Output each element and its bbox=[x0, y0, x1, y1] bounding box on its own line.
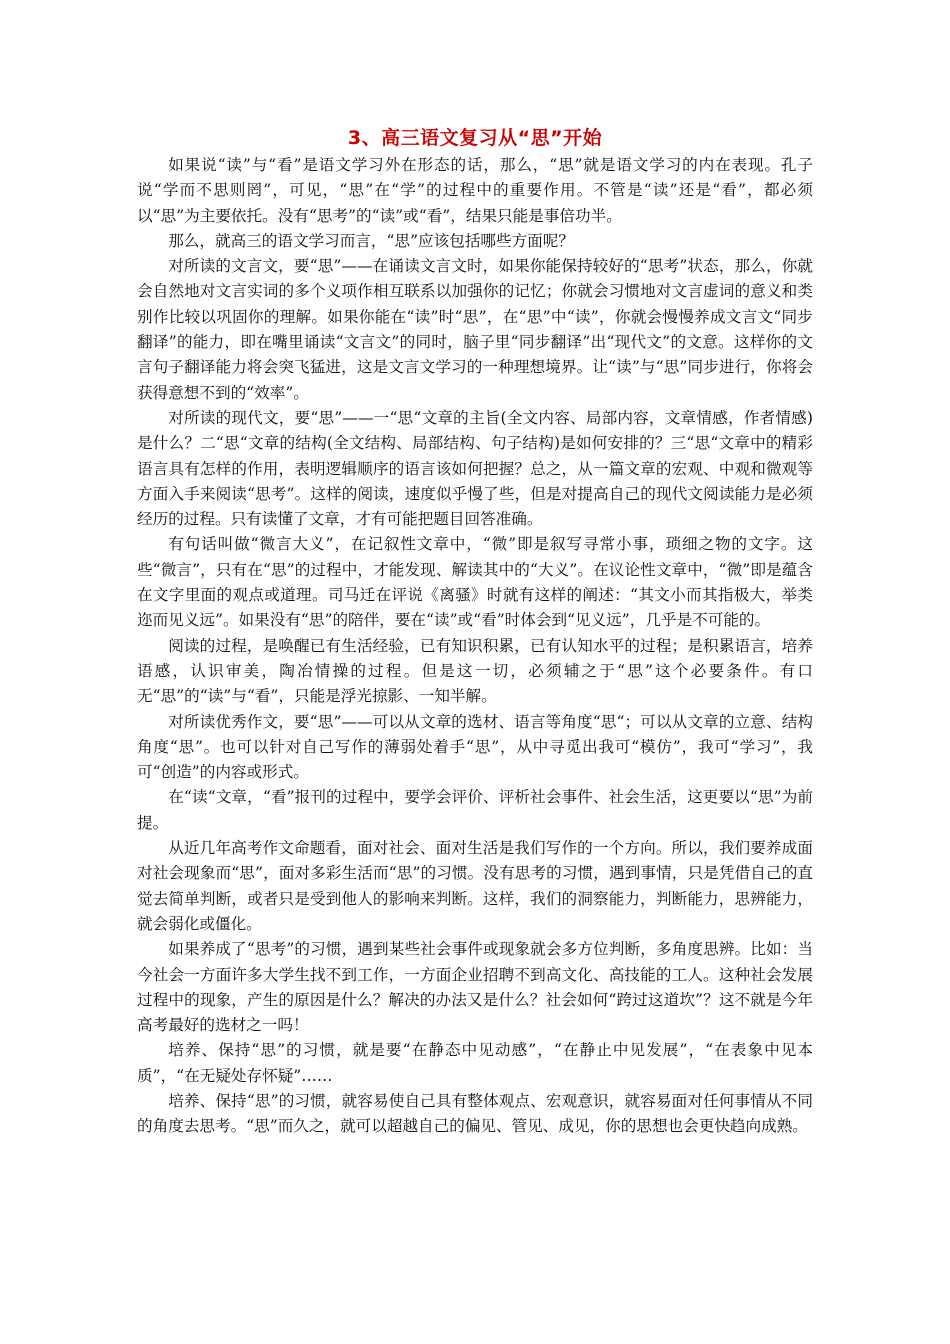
paragraph: 如果养成了“思考”的习惯，遇到某些社会事件或现象就会多方位判断，多角度思辨。比如：当今社会一方面许多大学生找不到工作，一方面企业招聘不到高文化、高技能的工人。这种社会发展过程中的现象，产生的原因是什么？解决的办法又是什么？社会如何“跨过这道坎”？这不就是今年高考最好的选材之一吗！ bbox=[137, 940, 813, 1035]
paragraph: 有句话叫做“微言大义”，在记叙性文章中，“微”即是叙写寻常小事，琐细之物的文字。这些“微言”，只有在“思”的过程中，才能发现、解读其中的“大义”。在议论性文章中，“微”即是蕴含在文字里面的观点或道理。司马迁在评说《离骚》时就有这样的阐述：“其文小而其指极大，举类迩而见义远”。如果没有“思”的陪伴，要在“读”或“看”时体会到“见义远”，几乎是不可能的。 bbox=[137, 535, 813, 630]
document-page bbox=[137, 126, 813, 1140]
paragraph: 如果说“读”与“看”是语文学习外在形态的话，那么，“思”就是语文学习的内在表现。孔子说“学而不思则罔”，可见，“思”在“学”的过程中的重要作用。不管是“读”还是“看”，都必须以“思”为主要依托。没有“思考”的“读”或“看”，结果只能是事倍功半。 bbox=[137, 156, 813, 225]
paragraph: 对所读的文言文，要“思”——在诵读文言文时，如果你能保持较好的“思考”状态，那么，你就会自然地对文言实词的多个义项作相互联系以加强你的记忆；你就会习惯地对文言虚词的意义和类别作比较以巩固你的理解。如果你能在“读”时“思”，在“思”中“读”，你就会慢慢养成文言文“同步翻译”的能力，即在嘴里诵读“文言文”的同时，脑子里“同步翻译”出“现代文”的文意。这样你的文言句子翻译能力将会突飞猛进，这是文言文学习的一种理想境界。让“读”与“思”同步进行，你将会获得意想不到的“效率”。 bbox=[137, 257, 813, 402]
paragraph: 培养、保持“思”的习惯，就是要“在静态中见动感”，“在静止中见发展”，“在表象中见本质”，“在无疑处存怀疑”…… bbox=[137, 1041, 813, 1085]
paragraph: 阅读的过程，是唤醒已有生活经验，已有知识积累，已有认知水平的过程；是积累语言，培养语感，认识审美，陶冶情操的过程。但是这一切，必须辅之于“思”这个必要条件。有口无“思”的“读”与“看”，只能是浮光掠影、一知半解。 bbox=[137, 636, 813, 706]
paragraph: 对所读的现代文，要“思”——一“思“文章的主旨(全文内容、局部内容，文章情感，作者情感)是什么？二“思“文章的结构(全文结构、局部结构、句子结构)是如何安排的？三“思“文章中的精彩语言具有怎样的作用，表明逻辑顺序的语言该如何把握？总之，从一篇文章的宏观、中观和微观等方面入手来阅读“思考”。这样的阅读，速度似乎慢了些，但是对提高自己的现代文阅读能力是必须经历的过程。只有读懂了文章，才有可能把题目回答准确。 bbox=[137, 408, 813, 529]
paragraph: 从近几年高考作文命题看，面对社会、面对生活是我们写作的一个方向。所以，我们要养成面对社会现象而“思”，面对多彩生活而“思”的习惯。没有思考的习惯，遇到事情，只是凭借自己的直觉去简单判断，或者只是受到他人的影响来判断。这样，我们的洞察能力，判断能力，思辨能力，就会弱化或僵化。 bbox=[137, 839, 813, 933]
paragraph: 在“读“文章，“看”报刊的过程中，要学会评价、评析社会事件、社会生活，这更要以“思”为前提。 bbox=[137, 788, 813, 832]
paragraph: 对所读优秀作文，要“思”——可以从文章的选材、语言等角度“思“；可以从文章的立意、结构角度“思”。也可以针对自己写作的薄弱处着手“思”，从中寻觅出我可“模仿”，我可“学习”，我可“创造”的内容或形式。 bbox=[137, 712, 813, 782]
document-body bbox=[137, 153, 813, 1140]
paragraph: 培养、保持“思”的习惯，就容易使自己具有整体观点、宏观意识，就容易面对任何事情从不同的角度去思考。“思”而久之，就可以超越自己的偏见、管见、成见，你的思想也会更快趋向成熟。 bbox=[137, 1091, 813, 1136]
document-title: 3、高三语文复习从“思”开始 bbox=[347, 127, 603, 149]
paragraph: 那么，就高三的语文学习而言，“思”应该包括哪些方面呢？ bbox=[168, 231, 574, 250]
